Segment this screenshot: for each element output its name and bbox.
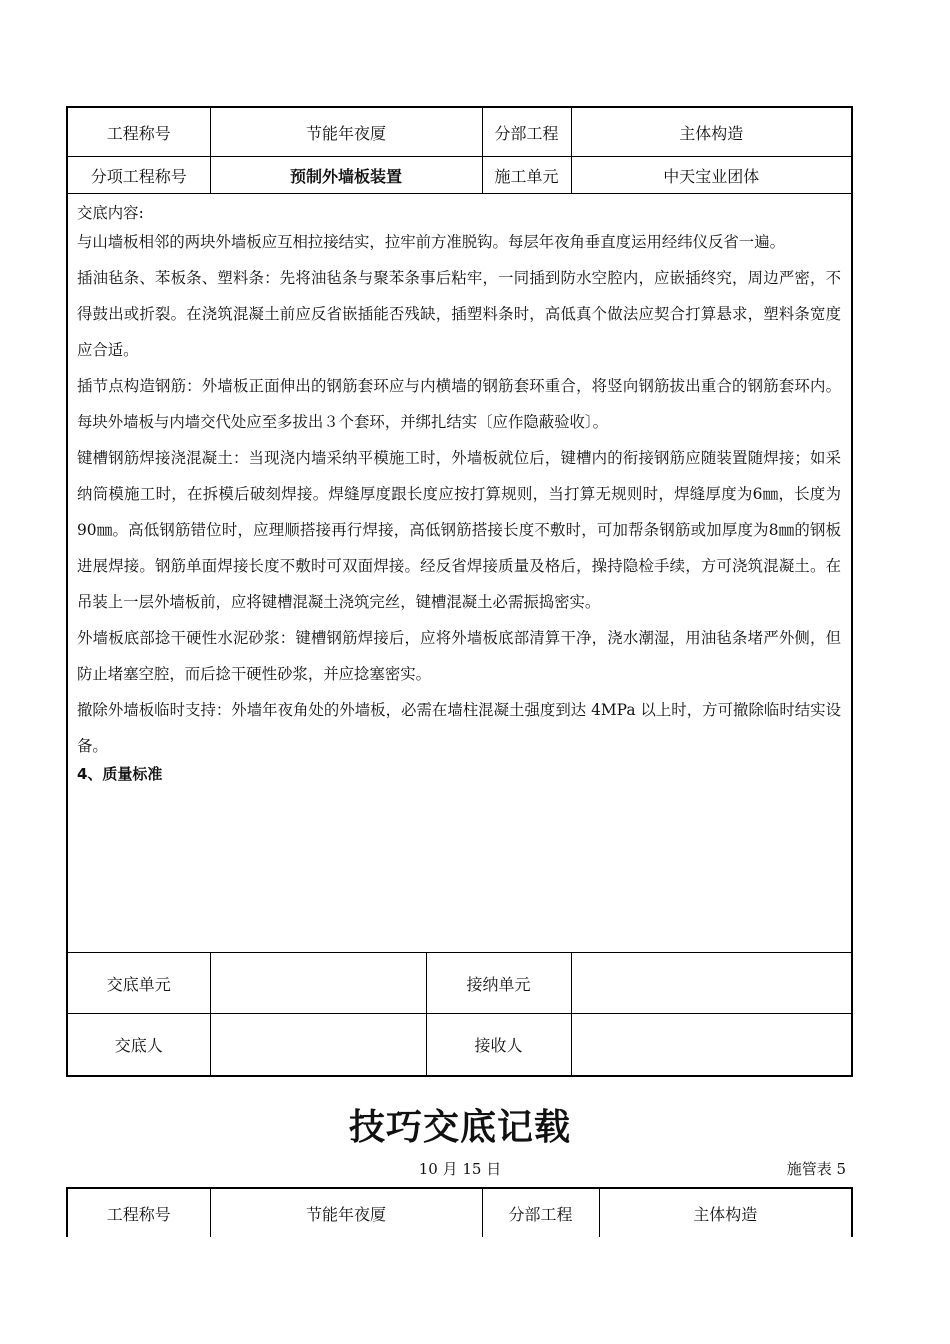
content-paragraph: 键槽钢筋焊接浇混凝土：当现浇内墙采纳平模施工时，外墙板就位后，键槽内的衔接钢筋应随装置随焊接；如采纳筒模施工时，在拆模后破刻焊接。焊缝厚度跟长度应按打算规则，当打算无规则时，焊缝厚度为6㎜，长度为90㎜。高低钢筋错位时，应理顺搭接再行焊接，高低钢筋搭接长度不敷时，可加帮条钢筋或加厚度为8㎜的钢板进展焊接。钢筋单面焊接长度不敷时可双面焊接。经反省焊接质量及格后，操持隐检手续，方可浇筑混凝土。在吊装上一层外墙板前，应将键槽混凝土浇筑完丝，键槽混凝土必需振捣密实。 — [77, 449, 842, 611]
content-paragraph: 插节点构造钢筋：外墙板正面伸出的钢筋套环应与内横墙的钢筋套环重合，将竖向钢筋拔出重合的钢筋套环内。每块外墙板与内墙交代处应至多拔出３个套环，并绑扎结实〔应作隐蔽验收〕。 — [77, 377, 842, 431]
construction-unit-value: 中天宝业团体 — [571, 157, 852, 194]
issuer-value — [210, 1014, 426, 1077]
project-name-label: 工程称号 — [67, 107, 210, 157]
item-name-label: 分项工程称号 — [67, 157, 210, 194]
receiver-unit-label: 接纳单元 — [426, 953, 571, 1014]
division-label: 分部工程 — [482, 1188, 599, 1237]
next-form-table — [66, 1187, 853, 1237]
project-name-value: 节能年夜厦 — [210, 107, 482, 157]
form-row-units — [67, 953, 852, 1014]
division-label: 分部工程 — [482, 107, 571, 157]
content-paragraph: 插油毡条、苯板条、塑料条：先将油毡条与聚苯条事后粘牢，一同插到防水空腔内，应嵌插终究，周边严密，不得鼓出或折裂。在浇筑混凝土前应反省嵌插能否残缺，插塑料条时，高低真个做法应契合打算悬求，塑料条宽度应合适。 — [77, 269, 842, 359]
issuer-unit-label: 交底单元 — [67, 953, 210, 1014]
project-name-label: 工程称号 — [67, 1188, 210, 1237]
receiver-label: 接收人 — [426, 1014, 571, 1077]
content-paragraph: 与山墙板相邻的两块外墙板应互相拉接结实，拉牢前方准脱钩。每层年夜角垂直度运用经纬仪反省一遍。 — [77, 233, 785, 251]
form-row-project — [67, 107, 852, 157]
content-cell — [67, 194, 852, 953]
project-name-value: 节能年夜厦 — [210, 1188, 482, 1237]
construction-unit-label: 施工单元 — [482, 157, 571, 194]
item-name-value: 预制外墙板装置 — [210, 157, 482, 194]
division-value: 主体构造 — [571, 107, 852, 157]
issuer-unit-value — [210, 953, 426, 1014]
form-row-persons — [67, 1014, 852, 1077]
division-value: 主体构造 — [599, 1188, 852, 1237]
form-row-content — [67, 194, 852, 953]
content-paragraph: 撤除外墙板临时支持：外墙年夜角处的外墙板，必需在墙柱混凝土强度到达 4MPa 以上时，方可撤除临时结实设备。 — [77, 701, 842, 755]
receiver-value — [571, 1014, 852, 1077]
form-number: 施管表 5 — [786, 1160, 846, 1178]
form-row-project — [67, 1188, 852, 1237]
document-title: 技巧交底记载 — [348, 1107, 571, 1148]
issuer-label: 交底人 — [67, 1014, 210, 1077]
section-heading: 4、质量标准 — [77, 765, 163, 783]
content-label: 交底内容: — [77, 204, 144, 222]
document-date: 10 月 15 日 — [418, 1160, 502, 1178]
disclosure-form-table — [66, 106, 853, 1077]
form-row-item — [67, 157, 852, 194]
content-paragraph: 外墙板底部捻干硬性水泥砂浆：键槽钢筋焊接后，应将外墙板底部清算干净，浇水潮湿，用油毡条堵严外侧，但防止堵塞空腔，而后捻干硬性砂浆，并应捻塞密实。 — [77, 629, 842, 683]
content-body — [68, 194, 851, 788]
receiver-unit-value — [571, 953, 852, 1014]
